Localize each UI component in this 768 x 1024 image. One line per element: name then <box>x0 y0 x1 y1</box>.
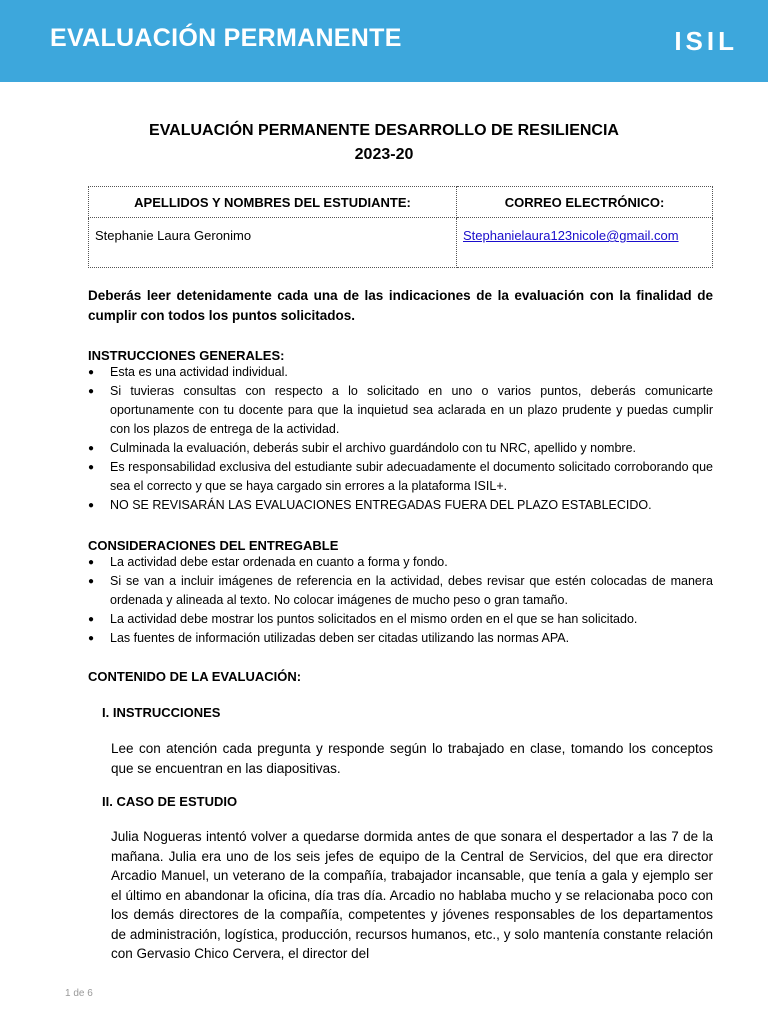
document-period: 2023-20 <box>354 146 414 163</box>
isil-logo: ISIL <box>674 26 738 56</box>
header-banner <box>0 0 768 82</box>
student-email-link[interactable]: Stephanielaura123nicole@gmail.com <box>463 228 679 243</box>
student-name: Stephanie Laura Geronimo <box>89 218 457 268</box>
banner-title: EVALUACIÓN PERMANENTE <box>50 24 402 52</box>
list-item: ● Culminada la evaluación, deberás subir el archivo guardándolo con tu NRC, apellido y nombre. <box>88 439 713 458</box>
list-item: ● La actividad debe estar ordenada en cuanto a forma y fondo. <box>88 553 713 572</box>
section-case-study-title: II. CASO DE ESTUDIO <box>102 794 238 809</box>
page-indicator: 1 de 6 <box>65 988 93 999</box>
general-instructions-heading: INSTRUCCIONES GENERALES: <box>88 348 285 363</box>
email-header: CORREO ELECTRÓNICO: <box>457 187 713 218</box>
list-item: ● Esta es una actividad individual. <box>88 363 713 382</box>
section-instructions-text: Lee con atención cada pregunta y responde según lo trabajado en clase, tomando los conceptos que se encuentran en las diapositivas. <box>111 741 713 776</box>
list-item: ● Es responsabilidad exclusiva del estudiante subir adecuadamente el documento solicitado corroborando que sea el correcto y que se haya cargado sin errores a la plataforma ISIL+. <box>88 458 713 496</box>
list-item: ● Si se van a incluir imágenes de referencia en la actividad, debes revisar que estén colocadas de manera ordenada y alineada al texto. No colocar imágenes de mucho peso o gran tamaño. <box>88 572 713 610</box>
list-item: ● Si tuvieras consultas con respecto a lo solicitado en uno o varios puntos, deberás comunicarte oportunamente con tu docente para que la inquietud sea aclarada en un plazo prudente y puedas cumplir con los plazos de entrega de la actividad. <box>88 382 713 439</box>
student-name-header: APELLIDOS Y NOMBRES DEL ESTUDIANTE: <box>89 187 457 218</box>
general-instructions-section <box>88 348 713 515</box>
deliverable-heading: CONSIDERACIONES DEL ENTREGABLE <box>88 538 339 553</box>
content-heading: CONTENIDO DE LA EVALUACIÓN: <box>88 669 302 684</box>
deliverable-section <box>88 538 713 648</box>
general-instructions-list <box>88 363 713 515</box>
section-case-study-text: Julia Nogueras intentó volver a quedarse dormida antes de que sonara el despertador a las 7 de la mañana. Julia era uno de los seis jefes de equipo de la Central de Servicios, del que era director Arcadio Manuel, un veterano de la compañía, trabajador incansable, que tenía a gala y ejemplo ser el último en abandonar la oficina, día tras día. Arcadio no hablaba mucho y se relacionaba poco con los demás directores de la compañía, competentes y jóvenes responsables de los departamentos de administración, logística, producción, recursos humanos, etc., y solo mantenía constante relación con Gervasio Chico Cervera, el director del <box>111 829 713 961</box>
section-instructions-title: I. INSTRUCCIONES <box>102 705 221 720</box>
list-item: ● NO SE REVISARÁN LAS EVALUACIONES ENTREGADAS FUERA DEL PLAZO ESTABLECIDO. <box>88 496 713 515</box>
list-item: ● Las fuentes de información utilizadas deben ser citadas utilizando las normas APA. <box>88 629 713 648</box>
list-item: ● La actividad debe mostrar los puntos solicitados en el mismo orden en el que se han solicitado. <box>88 610 713 629</box>
document-title: EVALUACIÓN PERMANENTE DESARROLLO DE RESILIENCIA <box>149 122 619 139</box>
deliverable-list <box>88 553 713 648</box>
intro-paragraph: Deberás leer detenidamente cada una de las indicaciones de la evaluación con la finalidad de cumplir con todos los puntos solicitados. <box>88 288 713 323</box>
student-info-table <box>88 186 713 268</box>
